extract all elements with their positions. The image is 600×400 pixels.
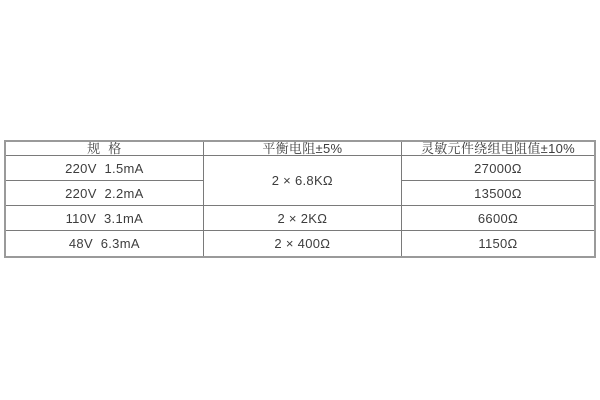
header-sensitive-element-resistance: 灵敏元件绕组电阻值±10% <box>401 141 595 156</box>
header-balance-resistance: 平衡电阻±5% <box>203 141 401 156</box>
header-spec: 规 格 <box>5 141 203 156</box>
table-row <box>5 156 595 181</box>
table-header-row <box>5 141 595 156</box>
resistance-cell: 27000Ω <box>401 156 595 181</box>
balance-cell: 2 × 2KΩ <box>203 206 401 231</box>
table-row <box>5 231 595 257</box>
balance-cell-merged: 2 × 6.8KΩ <box>203 156 401 206</box>
spec-cell: 110V 3.1mA <box>5 206 203 231</box>
spec-table <box>4 140 596 258</box>
spec-cell: 220V 2.2mA <box>5 181 203 206</box>
resistance-cell: 6600Ω <box>401 206 595 231</box>
balance-cell: 2 × 400Ω <box>203 231 401 257</box>
spec-cell: 220V 1.5mA <box>5 156 203 181</box>
spec-cell: 48V 6.3mA <box>5 231 203 257</box>
table-row <box>5 206 595 231</box>
resistance-cell: 13500Ω <box>401 181 595 206</box>
resistance-cell: 1150Ω <box>401 231 595 257</box>
